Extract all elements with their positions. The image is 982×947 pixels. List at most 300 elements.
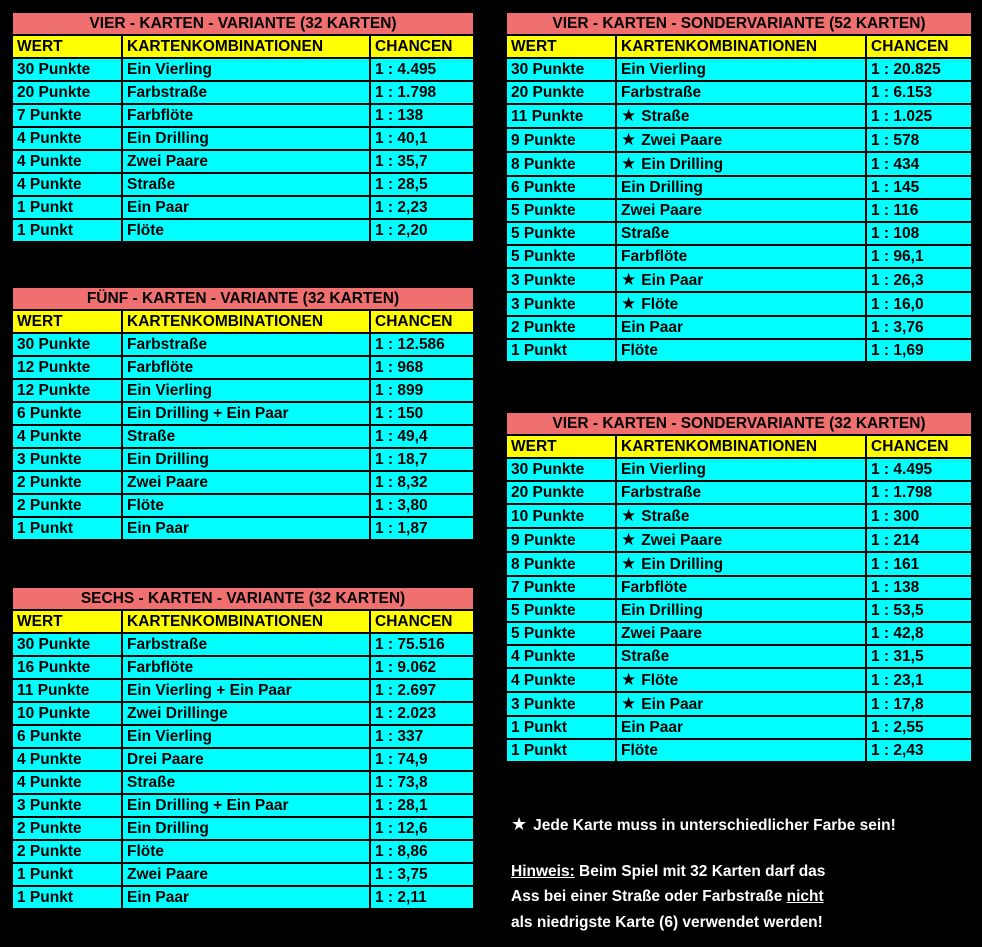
cell-chance: 1 : 161	[866, 552, 972, 576]
cell-wert: 8 Punkte	[506, 152, 616, 176]
cell-chance: 1 : 16,0	[866, 292, 972, 316]
hint-line-1-text: Beim Spiel mit 32 Karten darf das	[574, 863, 826, 880]
table-row	[506, 622, 972, 645]
kombination-text: Ein Drilling	[127, 451, 209, 468]
cell-kombination	[616, 692, 866, 716]
cell-chance: 1 : 1,69	[866, 339, 972, 362]
header-wert: WERT	[506, 435, 616, 458]
cell-wert: 3 Punkte	[12, 794, 122, 817]
hint-line-2-text: Ass bei einer Straße oder Farbstraße	[511, 888, 787, 905]
kombination-text: Ein Vierling	[127, 382, 212, 399]
kombination-text: Ein Vierling	[621, 461, 706, 478]
cell-chance: 1 : 6.153	[866, 81, 972, 104]
kombination-text: Zwei Paare	[127, 474, 208, 491]
kombination-text: Flöte	[641, 672, 679, 689]
kombination-text: Straße	[127, 774, 176, 791]
cell-chance: 1 : 23,1	[866, 668, 972, 692]
cell-chance: 1 : 73,8	[370, 771, 474, 794]
hint-line-2	[511, 886, 824, 908]
cell-chance: 1 : 300	[866, 504, 972, 528]
table-title: FÜNF - KARTEN - VARIANTE (32 KARTEN)	[12, 287, 474, 310]
table-row	[506, 292, 972, 316]
table-row	[12, 379, 474, 402]
kombination-text: Ein Paar	[127, 520, 190, 537]
cell-wert: 7 Punkte	[12, 104, 122, 127]
table-header-row	[12, 310, 474, 333]
cell-wert: 9 Punkte	[506, 528, 616, 552]
header-kartenkombinationen: KARTENKOMBINATIONEN	[616, 435, 866, 458]
cell-wert: 1 Punkt	[12, 517, 122, 540]
table-row	[506, 81, 972, 104]
cell-chance: 1 : 1,87	[370, 517, 474, 540]
kombination-text: Farbstraße	[621, 84, 702, 101]
kombination-text: Farbflöte	[621, 579, 688, 596]
kombination-text: Straße	[641, 508, 690, 525]
table-row	[12, 425, 474, 448]
header-kartenkombinationen: KARTENKOMBINATIONEN	[616, 35, 866, 58]
cell-chance: 1 : 3,76	[866, 316, 972, 339]
kombination-text: Zwei Paare	[641, 532, 723, 549]
header-wert: WERT	[12, 310, 122, 333]
cell-wert: 2 Punkte	[12, 494, 122, 517]
table-title: VIER - KARTEN - SONDERVARIANTE (52 KARTEN)	[506, 12, 972, 35]
table-title: SECHS - KARTEN - VARIANTE (32 KARTEN)	[12, 587, 474, 610]
cell-chance: 1 : 42,8	[866, 622, 972, 645]
table-header-row	[12, 610, 474, 633]
cell-wert: 4 Punkte	[12, 748, 122, 771]
cell-chance: 1 : 28,5	[370, 173, 474, 196]
kombination-text: Zwei Paare	[621, 202, 702, 219]
kombination-text: Zwei Drillinge	[127, 705, 228, 722]
cell-wert: 4 Punkte	[12, 173, 122, 196]
cell-kombination	[122, 150, 370, 173]
cell-kombination	[616, 176, 866, 199]
cell-kombination	[616, 128, 866, 152]
cell-wert: 12 Punkte	[12, 356, 122, 379]
cell-kombination	[616, 104, 866, 128]
header-chancen: CHANCEN	[370, 310, 474, 333]
cell-wert: 5 Punkte	[506, 599, 616, 622]
cell-chance: 1 : 2,20	[370, 219, 474, 242]
kombination-text: Flöte	[621, 342, 659, 359]
table-row	[506, 692, 972, 716]
cell-kombination	[616, 268, 866, 292]
kombination-text: Ein Drilling	[641, 556, 724, 573]
table-row	[12, 471, 474, 494]
star-icon: ★	[621, 554, 637, 573]
kombination-text: Drei Paare	[127, 751, 204, 768]
table-row	[506, 339, 972, 362]
cell-kombination	[122, 173, 370, 196]
cell-chance: 1 : 4.495	[370, 58, 474, 81]
cell-wert: 4 Punkte	[506, 645, 616, 668]
hint-line-3-text: als niedrigste Karte (6) verwendet werden!	[511, 914, 823, 931]
kombination-text: Zwei Paare	[621, 625, 702, 642]
table-row	[12, 679, 474, 702]
cell-wert: 5 Punkte	[506, 199, 616, 222]
cell-kombination	[122, 81, 370, 104]
cell-chance: 1 : 9.062	[370, 656, 474, 679]
table-header-row	[12, 35, 474, 58]
cell-chance: 1 : 35,7	[370, 150, 474, 173]
cell-chance: 1 : 2.697	[370, 679, 474, 702]
kombination-text: Farbflöte	[127, 659, 194, 676]
cell-chance: 1 : 2.023	[370, 702, 474, 725]
table-row	[506, 739, 972, 762]
table-row	[12, 633, 474, 656]
cell-kombination	[616, 339, 866, 362]
kombination-text: Zwei Paare	[641, 132, 723, 149]
cell-wert: 9 Punkte	[506, 128, 616, 152]
table-row	[12, 702, 474, 725]
kombination-text: Ein Vierling	[127, 728, 212, 745]
table-row	[506, 128, 972, 152]
star-icon: ★	[621, 270, 637, 289]
kombination-text: Farbstraße	[127, 84, 208, 101]
cell-wert: 2 Punkte	[12, 471, 122, 494]
cell-wert: 2 Punkte	[506, 316, 616, 339]
cell-kombination	[122, 425, 370, 448]
header-wert: WERT	[12, 610, 122, 633]
kombination-text: Ein Drilling	[621, 179, 703, 196]
table-row	[12, 58, 474, 81]
table-row	[506, 152, 972, 176]
cell-kombination	[122, 748, 370, 771]
cell-wert: 30 Punkte	[506, 458, 616, 481]
cell-kombination	[122, 794, 370, 817]
table-row	[506, 104, 972, 128]
cell-wert: 6 Punkte	[12, 725, 122, 748]
table-row	[506, 58, 972, 81]
cell-wert: 5 Punkte	[506, 622, 616, 645]
cell-kombination	[616, 739, 866, 762]
cell-chance: 1 : 138	[370, 104, 474, 127]
hint-line-1	[511, 861, 825, 883]
table-row	[506, 176, 972, 199]
kombination-text: Ein Paar	[621, 719, 684, 736]
cell-chance: 1 : 53,5	[866, 599, 972, 622]
kombination-text: Farbflöte	[621, 248, 688, 265]
kombination-text: Flöte	[621, 742, 659, 759]
cell-wert: 1 Punkt	[506, 339, 616, 362]
cell-chance: 1 : 337	[370, 725, 474, 748]
kombination-text: Ein Drilling	[641, 156, 724, 173]
cell-kombination	[122, 633, 370, 656]
cell-kombination	[122, 863, 370, 886]
cell-wert: 6 Punkte	[506, 176, 616, 199]
cell-kombination	[122, 356, 370, 379]
hint-line-3	[511, 912, 823, 934]
kombination-text: Ein Drilling + Ein Paar	[127, 797, 289, 814]
kombination-text: Straße	[641, 108, 690, 125]
cell-chance: 1 : 8,32	[370, 471, 474, 494]
table-row	[12, 356, 474, 379]
table-vier-sonder-52	[505, 11, 973, 363]
cell-kombination	[616, 716, 866, 739]
table-row	[12, 150, 474, 173]
kombination-text: Farbstraße	[621, 484, 702, 501]
kombination-text: Ein Paar	[127, 199, 190, 216]
table-row	[506, 528, 972, 552]
cell-chance: 1 : 116	[866, 199, 972, 222]
cell-wert: 20 Punkte	[506, 481, 616, 504]
kombination-text: Ein Drilling	[621, 602, 703, 619]
table-row	[12, 448, 474, 471]
kombination-text: Farbstraße	[127, 636, 208, 653]
kombination-text: Farbflöte	[127, 107, 194, 124]
table-row	[12, 794, 474, 817]
kombination-text: Ein Paar	[621, 319, 684, 336]
header-kartenkombinationen: KARTENKOMBINATIONEN	[122, 610, 370, 633]
kombination-text: Ein Vierling	[621, 61, 706, 78]
cell-wert: 4 Punkte	[12, 771, 122, 794]
table-row	[12, 725, 474, 748]
header-chancen: CHANCEN	[866, 435, 972, 458]
star-icon: ★	[621, 154, 637, 173]
kombination-text: Flöte	[127, 843, 165, 860]
table-row	[12, 656, 474, 679]
table-title-row	[12, 12, 474, 35]
table-row	[506, 316, 972, 339]
kombination-text: Ein Drilling	[127, 820, 209, 837]
cell-kombination	[122, 402, 370, 425]
table-row	[12, 840, 474, 863]
table-row	[12, 127, 474, 150]
cell-chance: 1 : 968	[370, 356, 474, 379]
cell-kombination	[122, 725, 370, 748]
table-title-row	[12, 287, 474, 310]
cell-chance: 1 : 2,11	[370, 886, 474, 909]
cell-chance: 1 : 12,6	[370, 817, 474, 840]
cell-kombination	[616, 552, 866, 576]
cell-chance: 1 : 2,23	[370, 196, 474, 219]
table-row	[12, 333, 474, 356]
header-wert: WERT	[12, 35, 122, 58]
cell-wert: 2 Punkte	[12, 840, 122, 863]
cell-chance: 1 : 49,4	[370, 425, 474, 448]
table-row	[506, 645, 972, 668]
star-note-text: Jede Karte muss in unterschiedlicher Farbe sein!	[533, 817, 896, 834]
table-row	[12, 219, 474, 242]
kombination-text: Straße	[127, 428, 176, 445]
table-row	[506, 245, 972, 268]
cell-wert: 4 Punkte	[12, 425, 122, 448]
star-note	[511, 813, 896, 837]
cell-kombination	[616, 481, 866, 504]
table-row	[506, 576, 972, 599]
header-chancen: CHANCEN	[370, 610, 474, 633]
cell-chance: 1 : 899	[370, 379, 474, 402]
cell-wert: 5 Punkte	[506, 245, 616, 268]
cell-kombination	[616, 245, 866, 268]
cell-wert: 7 Punkte	[506, 576, 616, 599]
cell-wert: 1 Punkt	[12, 219, 122, 242]
cell-kombination	[616, 458, 866, 481]
cell-kombination	[616, 58, 866, 81]
header-chancen: CHANCEN	[370, 35, 474, 58]
cell-wert: 3 Punkte	[506, 268, 616, 292]
header-chancen: CHANCEN	[866, 35, 972, 58]
table-row	[506, 599, 972, 622]
kombination-text: Zwei Paare	[127, 153, 208, 170]
cell-chance: 1 : 434	[866, 152, 972, 176]
kombination-text: Farbflöte	[127, 359, 194, 376]
cell-chance: 1 : 28,1	[370, 794, 474, 817]
cell-wert: 30 Punkte	[12, 633, 122, 656]
table-title-row	[506, 412, 972, 435]
cell-kombination	[122, 127, 370, 150]
cell-kombination	[122, 771, 370, 794]
cell-kombination	[122, 219, 370, 242]
cell-kombination	[616, 622, 866, 645]
cell-chance: 1 : 578	[866, 128, 972, 152]
cell-chance: 1 : 31,5	[866, 645, 972, 668]
kombination-text: Straße	[621, 225, 670, 242]
cell-kombination	[616, 152, 866, 176]
table-row	[12, 494, 474, 517]
kombination-text: Ein Paar	[641, 696, 704, 713]
table-header-row	[506, 35, 972, 58]
cell-kombination	[616, 292, 866, 316]
cell-kombination	[122, 379, 370, 402]
table-row	[12, 196, 474, 219]
star-icon: ★	[621, 670, 637, 689]
cell-wert: 30 Punkte	[12, 333, 122, 356]
cell-wert: 3 Punkte	[506, 692, 616, 716]
table-header-row	[506, 435, 972, 458]
cell-wert: 1 Punkt	[12, 886, 122, 909]
table-vier-32	[11, 11, 475, 243]
cell-chance: 1 : 3,75	[370, 863, 474, 886]
header-kartenkombinationen: KARTENKOMBINATIONEN	[122, 310, 370, 333]
table-title: VIER - KARTEN - SONDERVARIANTE (32 KARTEN)	[506, 412, 972, 435]
cell-chance: 1 : 138	[866, 576, 972, 599]
cell-kombination	[616, 81, 866, 104]
cell-kombination	[616, 316, 866, 339]
cell-wert: 1 Punkt	[12, 196, 122, 219]
table-row	[12, 771, 474, 794]
cell-chance: 1 : 26,3	[866, 268, 972, 292]
kombination-text: Flöte	[127, 497, 165, 514]
cell-wert: 5 Punkte	[506, 222, 616, 245]
table-row	[12, 173, 474, 196]
cell-kombination	[122, 886, 370, 909]
table-row	[12, 863, 474, 886]
kombination-text: Ein Drilling	[127, 130, 209, 147]
cell-chance: 1 : 20.825	[866, 58, 972, 81]
cell-kombination	[122, 58, 370, 81]
cell-kombination	[122, 333, 370, 356]
table-row	[12, 402, 474, 425]
cell-wert: 4 Punkte	[12, 150, 122, 173]
table-row	[506, 481, 972, 504]
kombination-text: Farbstraße	[127, 336, 208, 353]
star-icon: ★	[621, 106, 637, 125]
star-icon: ★	[621, 694, 637, 713]
table-row	[12, 517, 474, 540]
cell-kombination	[122, 448, 370, 471]
cell-wert: 4 Punkte	[506, 668, 616, 692]
table-row	[12, 81, 474, 104]
header-kartenkombinationen: KARTENKOMBINATIONEN	[122, 35, 370, 58]
cell-kombination	[122, 517, 370, 540]
cell-chance: 1 : 1.798	[370, 81, 474, 104]
cell-wert: 4 Punkte	[12, 127, 122, 150]
table-sechs-32	[11, 586, 475, 910]
cell-kombination	[122, 702, 370, 725]
cell-wert: 1 Punkt	[506, 716, 616, 739]
cell-chance: 1 : 150	[370, 402, 474, 425]
hint-emphasis: nicht	[786, 888, 824, 905]
table-row	[506, 716, 972, 739]
cell-wert: 2 Punkte	[12, 817, 122, 840]
cell-wert: 8 Punkte	[506, 552, 616, 576]
table-row	[506, 458, 972, 481]
kombination-text: Flöte	[641, 296, 679, 313]
cell-kombination	[616, 504, 866, 528]
cell-kombination	[122, 494, 370, 517]
kombination-text: Straße	[621, 648, 670, 665]
table-vier-sonder-32	[505, 411, 973, 763]
kombination-text: Ein Paar	[127, 889, 190, 906]
cell-kombination	[122, 679, 370, 702]
cell-chance: 1 : 145	[866, 176, 972, 199]
cell-chance: 1 : 108	[866, 222, 972, 245]
cell-wert: 3 Punkte	[12, 448, 122, 471]
cell-wert: 10 Punkte	[12, 702, 122, 725]
cell-kombination	[122, 840, 370, 863]
cell-kombination	[122, 104, 370, 127]
cell-chance: 1 : 3,80	[370, 494, 474, 517]
kombination-text: Ein Vierling	[127, 61, 212, 78]
cell-chance: 1 : 1.025	[866, 104, 972, 128]
cell-wert: 11 Punkte	[506, 104, 616, 128]
star-icon: ★	[621, 130, 637, 149]
cell-kombination	[616, 222, 866, 245]
cell-wert: 6 Punkte	[12, 402, 122, 425]
cell-kombination	[616, 528, 866, 552]
table-row	[506, 222, 972, 245]
cell-wert: 30 Punkte	[506, 58, 616, 81]
cell-kombination	[122, 656, 370, 679]
table-title-row	[12, 587, 474, 610]
cell-chance: 1 : 12.586	[370, 333, 474, 356]
cell-chance: 1 : 8,86	[370, 840, 474, 863]
cell-kombination	[122, 196, 370, 219]
star-icon: ★	[621, 506, 637, 525]
table-row	[12, 748, 474, 771]
cell-wert: 10 Punkte	[506, 504, 616, 528]
cell-kombination	[616, 599, 866, 622]
hint-label: Hinweis:	[511, 863, 575, 880]
cell-wert: 1 Punkt	[506, 739, 616, 762]
cell-chance: 1 : 2,43	[866, 739, 972, 762]
cell-chance: 1 : 214	[866, 528, 972, 552]
cell-chance: 1 : 2,55	[866, 716, 972, 739]
table-row	[506, 268, 972, 292]
cell-wert: 12 Punkte	[12, 379, 122, 402]
cell-chance: 1 : 4.495	[866, 458, 972, 481]
star-icon: ★	[621, 530, 637, 549]
table-row	[12, 817, 474, 840]
cell-kombination	[122, 817, 370, 840]
cell-wert: 11 Punkte	[12, 679, 122, 702]
cell-chance: 1 : 96,1	[866, 245, 972, 268]
cell-chance: 1 : 75.516	[370, 633, 474, 656]
cell-chance: 1 : 74,9	[370, 748, 474, 771]
cell-wert: 3 Punkte	[506, 292, 616, 316]
star-icon: ★	[621, 294, 637, 313]
